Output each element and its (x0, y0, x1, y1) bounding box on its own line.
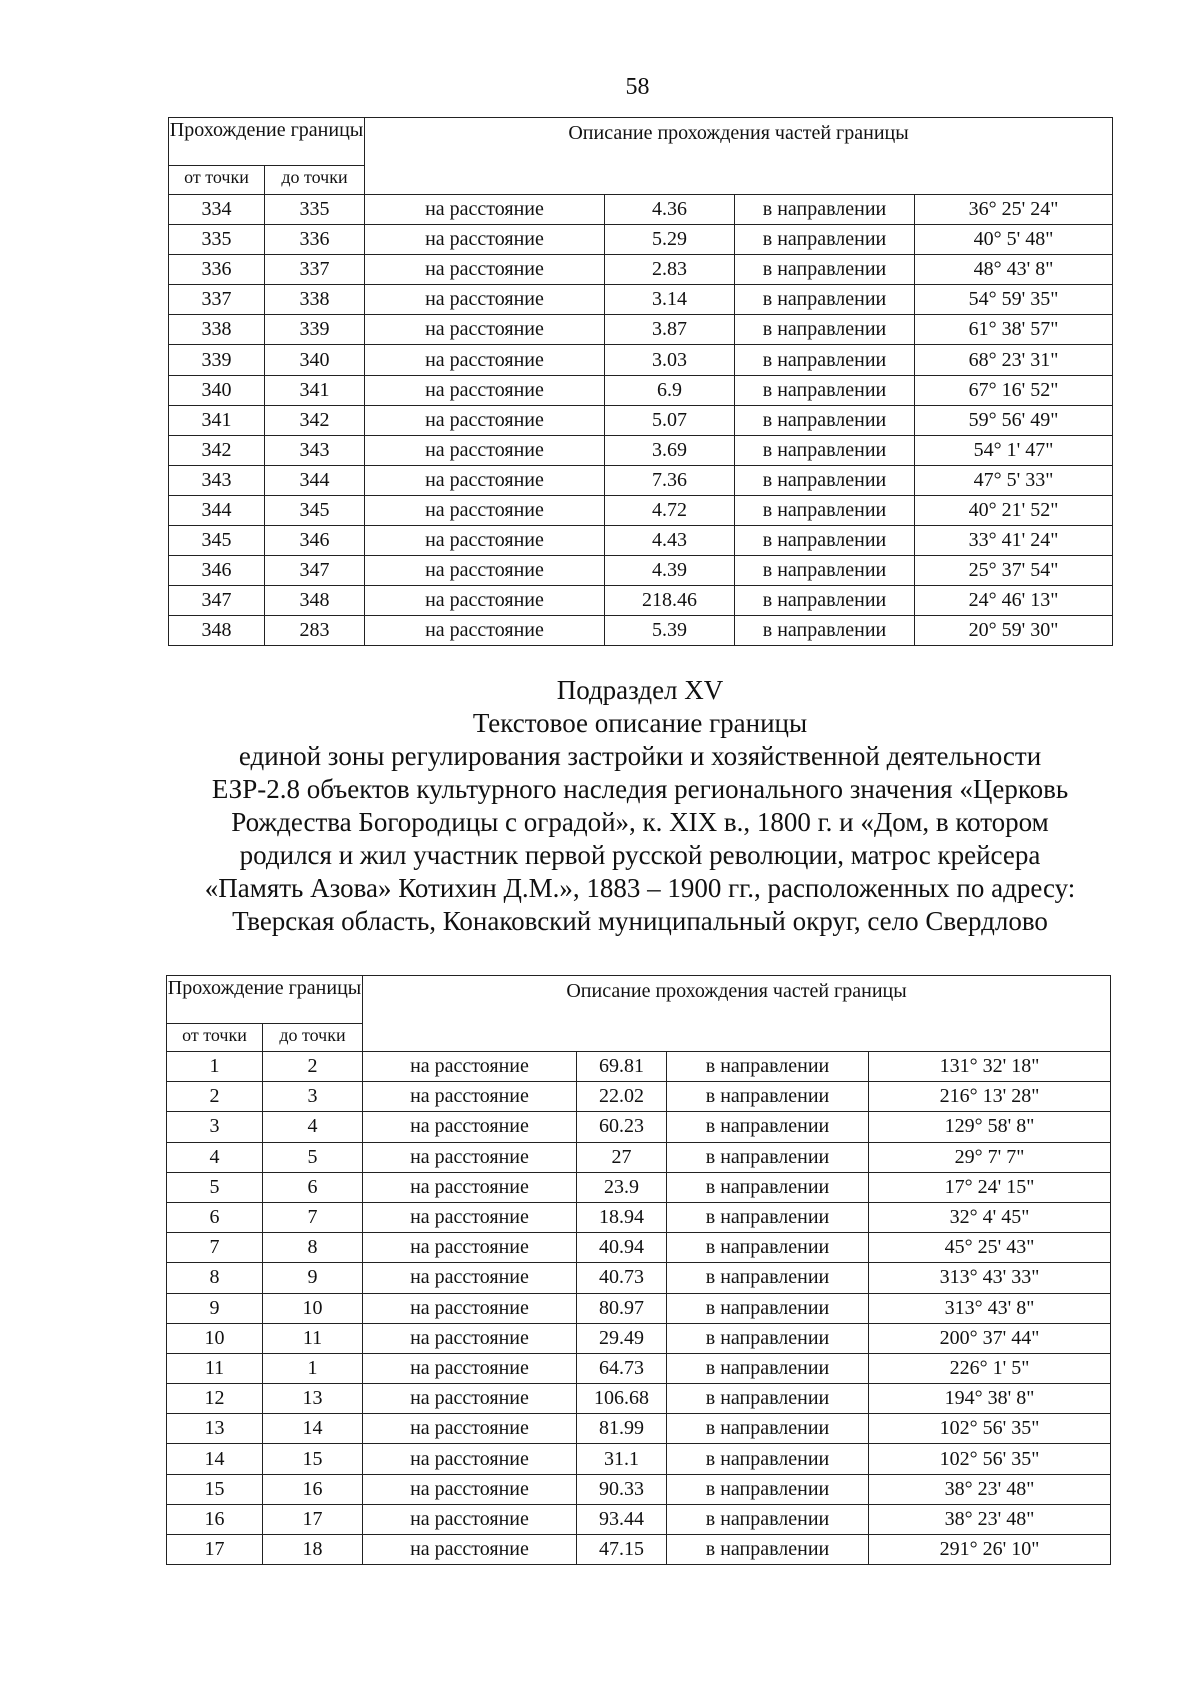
distance-label-cell: на расстояние (363, 1142, 577, 1172)
direction-label-cell: в направлении (735, 375, 915, 405)
heading-line: «Память Азова» Котихин Д.М.», 1883 – 1900 гг., расположенных по адресу: (204, 873, 1076, 903)
from-point-cell: 15 (167, 1474, 263, 1504)
from-point-cell: 339 (169, 345, 265, 375)
from-point-cell: 9 (167, 1293, 263, 1323)
direction-value-cell: 131° 32' 18" (869, 1052, 1111, 1082)
table-row (167, 1353, 1111, 1383)
description-header: Описание прохождения частей границы (365, 118, 1113, 195)
table-row (167, 1112, 1111, 1142)
from-point-cell: 342 (169, 435, 265, 465)
to-point-cell: 10 (263, 1293, 363, 1323)
table-row (167, 1323, 1111, 1353)
direction-label-cell: в направлении (667, 1082, 869, 1112)
direction-value-cell: 54° 1' 47" (915, 435, 1113, 465)
distance-label-cell: на расстояние (365, 225, 605, 255)
distance-label-cell: на расстояние (363, 1052, 577, 1082)
direction-value-cell: 129° 58' 8" (869, 1112, 1111, 1142)
direction-value-cell: 47° 5' 33" (915, 465, 1113, 495)
distance-label-cell: на расстояние (363, 1504, 577, 1534)
to-point-cell: 15 (263, 1444, 363, 1474)
from-point-cell: 2 (167, 1082, 263, 1112)
table-row (169, 375, 1113, 405)
direction-value-cell: 17° 24' 15" (869, 1172, 1111, 1202)
distance-value-cell: 3.03 (605, 345, 735, 375)
table-row (167, 1172, 1111, 1202)
direction-value-cell: 40° 21' 52" (915, 495, 1113, 525)
direction-label-cell: в направлении (735, 435, 915, 465)
direction-value-cell: 29° 7' 7" (869, 1142, 1111, 1172)
table-row (167, 1444, 1111, 1474)
to-point-cell: 5 (263, 1142, 363, 1172)
from-point-cell: 14 (167, 1444, 263, 1474)
from-point-cell: 335 (169, 225, 265, 255)
distance-label-cell: на расстояние (365, 465, 605, 495)
to-point-cell: 8 (263, 1233, 363, 1263)
to-point-cell: 342 (265, 405, 365, 435)
distance-label-cell: на расстояние (363, 1353, 577, 1383)
table-row (169, 495, 1113, 525)
distance-value-cell: 6.9 (605, 375, 735, 405)
distance-label-cell: на расстояние (365, 195, 605, 225)
distance-value-cell: 81.99 (577, 1414, 667, 1444)
from-point-header: от точки (169, 166, 265, 195)
direction-value-cell: 67° 16' 52" (915, 375, 1113, 405)
from-point-cell: 337 (169, 285, 265, 315)
table-1-body (169, 195, 1113, 646)
distance-value-cell: 18.94 (577, 1202, 667, 1232)
distance-label-cell: на расстояние (363, 1202, 577, 1232)
table-row (169, 465, 1113, 495)
direction-label-cell: в направлении (667, 1233, 869, 1263)
distance-value-cell: 4.72 (605, 495, 735, 525)
distance-value-cell: 5.07 (605, 405, 735, 435)
from-point-cell: 13 (167, 1414, 263, 1444)
from-point-cell: 17 (167, 1535, 263, 1565)
direction-label-cell: в направлении (667, 1504, 869, 1534)
distance-value-cell: 5.29 (605, 225, 735, 255)
direction-label-cell: в направлении (735, 315, 915, 345)
distance-label-cell: на расстояние (365, 345, 605, 375)
from-point-cell: 343 (169, 465, 265, 495)
to-point-cell: 6 (263, 1172, 363, 1202)
direction-label-cell: в направлении (735, 345, 915, 375)
from-point-cell: 338 (169, 315, 265, 345)
from-point-cell: 334 (169, 195, 265, 225)
distance-label-cell: на расстояние (363, 1082, 577, 1112)
direction-value-cell: 25° 37' 54" (915, 556, 1113, 586)
heading-line: ЕЗР-2.8 объектов культурного наследия регионального значения «Церковь (211, 774, 1069, 804)
distance-value-cell: 3.14 (605, 285, 735, 315)
from-point-cell: 16 (167, 1504, 263, 1534)
direction-label-cell: в направлении (667, 1444, 869, 1474)
direction-label-cell: в направлении (735, 225, 915, 255)
distance-label-cell: на расстояние (365, 556, 605, 586)
distance-value-cell: 5.39 (605, 616, 735, 646)
heading-line: Рождества Богородицы с оградой», к. XIX в., 1800 г. и «Дом, в котором (231, 807, 1049, 837)
to-point-cell: 18 (263, 1535, 363, 1565)
distance-label-cell: на расстояние (365, 586, 605, 616)
table-row (169, 195, 1113, 225)
table-row (167, 1082, 1111, 1112)
distance-label-cell: на расстояние (363, 1112, 577, 1142)
table-row (167, 1414, 1111, 1444)
from-point-cell: 3 (167, 1112, 263, 1142)
direction-label-cell: в направлении (735, 255, 915, 285)
distance-label-cell: на расстояние (363, 1293, 577, 1323)
distance-label-cell: на расстояние (365, 435, 605, 465)
from-point-header: от точки (167, 1024, 263, 1052)
to-point-cell: 9 (263, 1263, 363, 1293)
heading-line: единой зоны регулирования застройки и хозяйственной деятельности (238, 741, 1042, 771)
direction-label-cell: в направлении (667, 1384, 869, 1414)
distance-label-cell: на расстояние (365, 375, 605, 405)
direction-value-cell: 38° 23' 48" (869, 1474, 1111, 1504)
passage-header: Прохождение границы (169, 118, 365, 166)
distance-label-cell: на расстояние (363, 1263, 577, 1293)
distance-value-cell: 31.1 (577, 1444, 667, 1474)
distance-value-cell: 90.33 (577, 1474, 667, 1504)
direction-value-cell: 40° 5' 48" (915, 225, 1113, 255)
distance-value-cell: 23.9 (577, 1172, 667, 1202)
direction-label-cell: в направлении (735, 495, 915, 525)
table-row (167, 1535, 1111, 1565)
direction-label-cell: в направлении (667, 1172, 869, 1202)
direction-label-cell: в направлении (735, 195, 915, 225)
distance-label-cell: на расстояние (363, 1233, 577, 1263)
table-row (167, 1293, 1111, 1323)
direction-label-cell: в направлении (735, 556, 915, 586)
direction-label-cell: в направлении (667, 1323, 869, 1353)
description-header: Описание прохождения частей границы (363, 976, 1111, 1052)
direction-value-cell: 313° 43' 33" (869, 1263, 1111, 1293)
to-point-cell: 17 (263, 1504, 363, 1534)
direction-label-cell: в направлении (667, 1293, 869, 1323)
from-point-cell: 340 (169, 375, 265, 405)
table-row (169, 315, 1113, 345)
direction-label-cell: в направлении (735, 405, 915, 435)
distance-label-cell: на расстояние (365, 315, 605, 345)
to-point-cell: 2 (263, 1052, 363, 1082)
direction-value-cell: 313° 43' 8" (869, 1293, 1111, 1323)
distance-value-cell: 7.36 (605, 465, 735, 495)
distance-label-cell: на расстояние (363, 1414, 577, 1444)
from-point-cell: 12 (167, 1384, 263, 1414)
to-point-header: до точки (263, 1024, 363, 1052)
to-point-cell: 340 (265, 345, 365, 375)
distance-label-cell: на расстояние (363, 1172, 577, 1202)
table-row (169, 556, 1113, 586)
table-row (169, 285, 1113, 315)
direction-label-cell: в направлении (667, 1414, 869, 1444)
heading-line: родился и жил участник первой русской революции, матрос крейсера (239, 840, 1041, 870)
distance-label-cell: на расстояние (365, 526, 605, 556)
direction-label-cell: в направлении (667, 1474, 869, 1504)
to-point-cell: 13 (263, 1384, 363, 1414)
table-row (167, 1052, 1111, 1082)
direction-value-cell: 48° 43' 8" (915, 255, 1113, 285)
to-point-cell: 283 (265, 616, 365, 646)
distance-value-cell: 2.83 (605, 255, 735, 285)
table-row (169, 526, 1113, 556)
to-point-cell: 339 (265, 315, 365, 345)
direction-value-cell: 32° 4' 45" (869, 1202, 1111, 1232)
distance-label-cell: на расстояние (365, 255, 605, 285)
to-point-cell: 1 (263, 1353, 363, 1383)
direction-label-cell: в направлении (735, 465, 915, 495)
distance-label-cell: на расстояние (363, 1384, 577, 1414)
to-point-cell: 338 (265, 285, 365, 315)
to-point-cell: 344 (265, 465, 365, 495)
direction-value-cell: 102° 56' 35" (869, 1414, 1111, 1444)
to-point-cell: 347 (265, 556, 365, 586)
direction-label-cell: в направлении (667, 1535, 869, 1565)
table-row (167, 1202, 1111, 1232)
table-row (169, 225, 1113, 255)
distance-value-cell: 4.39 (605, 556, 735, 586)
heading-line: Текстовое описание границы (472, 708, 808, 738)
distance-value-cell: 29.49 (577, 1323, 667, 1353)
distance-label-cell: на расстояние (363, 1323, 577, 1353)
table-row (169, 435, 1113, 465)
from-point-cell: 344 (169, 495, 265, 525)
distance-value-cell: 22.02 (577, 1082, 667, 1112)
distance-label-cell: на расстояние (363, 1535, 577, 1565)
distance-label-cell: на расстояние (365, 616, 605, 646)
distance-value-cell: 60.23 (577, 1112, 667, 1142)
direction-label-cell: в направлении (735, 586, 915, 616)
direction-value-cell: 33° 41' 24" (915, 526, 1113, 556)
from-point-cell: 1 (167, 1052, 263, 1082)
to-point-cell: 343 (265, 435, 365, 465)
from-point-cell: 346 (169, 556, 265, 586)
direction-value-cell: 54° 59' 35" (915, 285, 1113, 315)
from-point-cell: 10 (167, 1323, 263, 1353)
page-number: 58 (625, 74, 650, 100)
direction-value-cell: 20° 59' 30" (915, 616, 1113, 646)
direction-label-cell: в направлении (735, 616, 915, 646)
distance-label-cell: на расстояние (363, 1444, 577, 1474)
direction-label-cell: в направлении (667, 1112, 869, 1142)
distance-value-cell: 64.73 (577, 1353, 667, 1383)
table-row (169, 586, 1113, 616)
from-point-cell: 11 (167, 1353, 263, 1383)
from-point-cell: 5 (167, 1172, 263, 1202)
distance-value-cell: 4.43 (605, 526, 735, 556)
distance-value-cell: 40.94 (577, 1233, 667, 1263)
direction-value-cell: 38° 23' 48" (869, 1504, 1111, 1534)
from-point-cell: 347 (169, 586, 265, 616)
to-point-header: до точки (265, 166, 365, 195)
to-point-cell: 7 (263, 1202, 363, 1232)
to-point-cell: 345 (265, 495, 365, 525)
direction-label-cell: в направлении (667, 1263, 869, 1293)
direction-label-cell: в направлении (667, 1202, 869, 1232)
to-point-cell: 3 (263, 1082, 363, 1112)
distance-value-cell: 80.97 (577, 1293, 667, 1323)
direction-value-cell: 194° 38' 8" (869, 1384, 1111, 1414)
table-row (167, 1504, 1111, 1534)
from-point-cell: 336 (169, 255, 265, 285)
direction-value-cell: 291° 26' 10" (869, 1535, 1111, 1565)
to-point-cell: 348 (265, 586, 365, 616)
direction-value-cell: 24° 46' 13" (915, 586, 1113, 616)
direction-value-cell: 102° 56' 35" (869, 1444, 1111, 1474)
distance-value-cell: 218.46 (605, 586, 735, 616)
direction-label-cell: в направлении (735, 285, 915, 315)
boundary-table-1 (168, 117, 1113, 646)
table-row (169, 255, 1113, 285)
to-point-cell: 336 (265, 225, 365, 255)
from-point-cell: 341 (169, 405, 265, 435)
distance-value-cell: 106.68 (577, 1384, 667, 1414)
from-point-cell: 345 (169, 526, 265, 556)
to-point-cell: 335 (265, 195, 365, 225)
distance-value-cell: 40.73 (577, 1263, 667, 1293)
direction-value-cell: 61° 38' 57" (915, 315, 1113, 345)
heading-line: Подраздел XV (556, 675, 724, 705)
distance-value-cell: 93.44 (577, 1504, 667, 1534)
direction-value-cell: 68° 23' 31" (915, 345, 1113, 375)
direction-label-cell: в направлении (667, 1353, 869, 1383)
direction-value-cell: 226° 1' 5" (869, 1353, 1111, 1383)
direction-value-cell: 45° 25' 43" (869, 1233, 1111, 1263)
from-point-cell: 7 (167, 1233, 263, 1263)
direction-value-cell: 216° 13' 28" (869, 1082, 1111, 1112)
table-row (167, 1233, 1111, 1263)
direction-value-cell: 36° 25' 24" (915, 195, 1113, 225)
distance-value-cell: 27 (577, 1142, 667, 1172)
heading-line: Тверская область, Конаковский муниципальный округ, село Свердлово (232, 906, 1048, 936)
to-point-cell: 11 (263, 1323, 363, 1353)
from-point-cell: 348 (169, 616, 265, 646)
direction-value-cell: 59° 56' 49" (915, 405, 1113, 435)
table-row (169, 616, 1113, 646)
distance-value-cell: 3.87 (605, 315, 735, 345)
distance-value-cell: 69.81 (577, 1052, 667, 1082)
to-point-cell: 14 (263, 1414, 363, 1444)
direction-label-cell: в направлении (667, 1052, 869, 1082)
table-row (169, 345, 1113, 375)
distance-label-cell: на расстояние (363, 1474, 577, 1504)
table-row (169, 405, 1113, 435)
distance-value-cell: 4.36 (605, 195, 735, 225)
boundary-table-2 (166, 975, 1111, 1565)
table-row (167, 1474, 1111, 1504)
to-point-cell: 337 (265, 255, 365, 285)
table-2-body (167, 1052, 1111, 1565)
section-heading (150, 674, 1130, 938)
table-row (167, 1263, 1111, 1293)
passage-header: Прохождение границы (167, 976, 363, 1024)
table-row (167, 1384, 1111, 1414)
direction-value-cell: 200° 37' 44" (869, 1323, 1111, 1353)
direction-label-cell: в направлении (667, 1142, 869, 1172)
from-point-cell: 8 (167, 1263, 263, 1293)
to-point-cell: 341 (265, 375, 365, 405)
to-point-cell: 346 (265, 526, 365, 556)
from-point-cell: 4 (167, 1142, 263, 1172)
distance-label-cell: на расстояние (365, 405, 605, 435)
table-row (167, 1142, 1111, 1172)
distance-label-cell: на расстояние (365, 495, 605, 525)
to-point-cell: 4 (263, 1112, 363, 1142)
distance-value-cell: 3.69 (605, 435, 735, 465)
direction-label-cell: в направлении (735, 526, 915, 556)
to-point-cell: 16 (263, 1474, 363, 1504)
distance-label-cell: на расстояние (365, 285, 605, 315)
from-point-cell: 6 (167, 1202, 263, 1232)
distance-value-cell: 47.15 (577, 1535, 667, 1565)
